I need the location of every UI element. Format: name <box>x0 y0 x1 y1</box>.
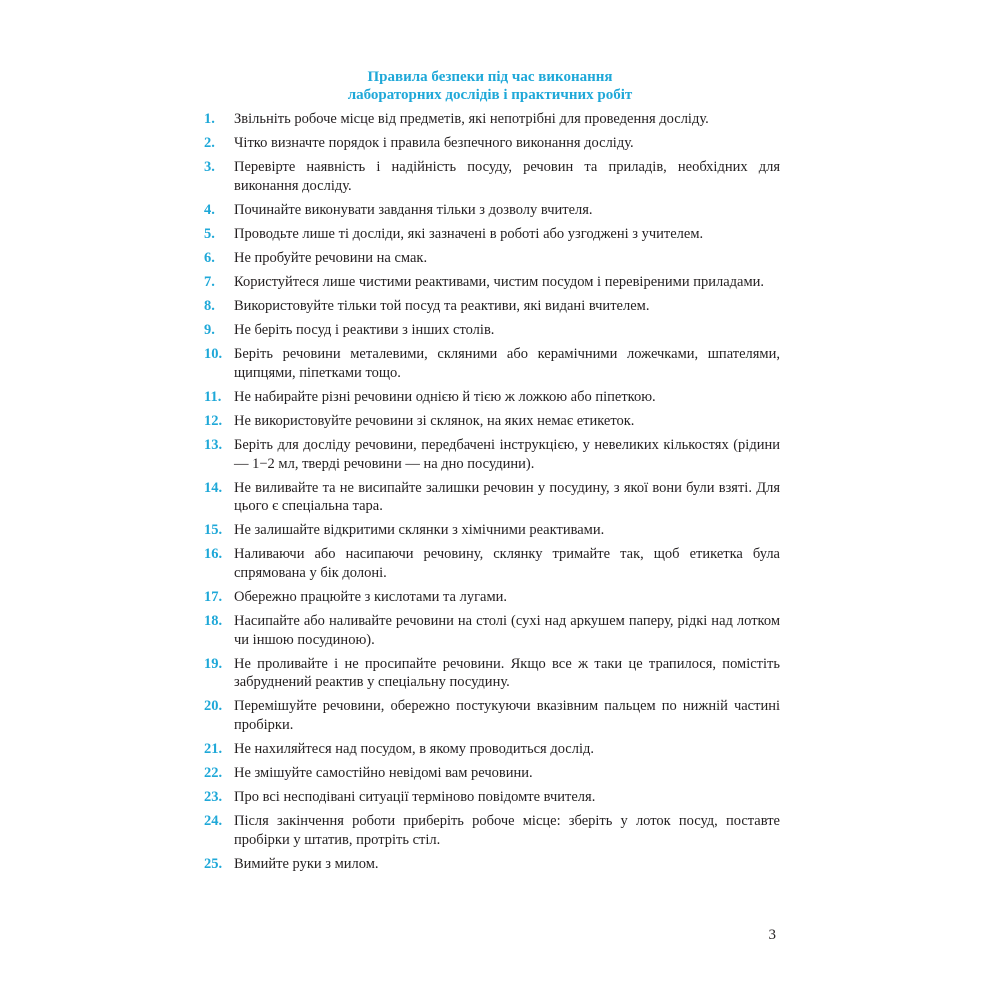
list-item <box>200 521 780 540</box>
rule-text: Беріть речовини металевими, скляними або керамічними ложечками, шпателями, щипцями, піпетками тощо. <box>234 346 780 381</box>
rule-number: 16. <box>204 546 223 563</box>
rule-number: 7. <box>204 274 215 291</box>
rule-number: 2. <box>204 135 215 152</box>
rule-text: Насипайте або наливайте речовини на столі (сухі над аркушем паперу, рідкі над лотком чи іншою посудиною). <box>234 613 780 648</box>
rule-text: Обережно працюйте з кислотами та лугами. <box>234 589 508 605</box>
title-line-2: лабораторних дослідів і практичних робіт <box>347 87 633 103</box>
rule-number: 17. <box>204 589 223 605</box>
list-item <box>200 345 780 382</box>
rule-text: Не пробуйте речовини на смак. <box>234 249 428 266</box>
list-item <box>200 273 780 292</box>
rule-number: 9. <box>204 322 215 339</box>
list-item <box>200 697 780 734</box>
list-item <box>200 479 780 516</box>
rule-number: 25. <box>204 855 223 872</box>
rule-text: Після закінчення роботи приберіть робоче місце: зберіть у лоток посуд, поставте пробірки у штатив, протріть стіл. <box>234 813 780 848</box>
rule-text: Чітко визначте порядок і правила безпечного виконання досліду. <box>234 135 634 152</box>
list-item <box>200 321 780 340</box>
list-item <box>200 134 780 153</box>
rule-text: Не змішуйте самостійно невідомі вам речовини. <box>234 764 533 781</box>
rule-text: Беріть для досліду речовини, передбачені інструкцією, у невеликих кількостях (рідини — 1−2 мл, тверді речовини — на дно посудини). <box>234 437 780 472</box>
list-item <box>200 201 780 220</box>
list-item <box>200 110 780 129</box>
rule-text: Не нахиляйтеся над посудом, в якому проводиться дослід. <box>234 740 595 757</box>
rule-text: Не використовуйте речовини зі склянок, на яких немає етикеток. <box>234 413 635 430</box>
rule-number: 22. <box>204 764 223 781</box>
rule-number: 13. <box>204 437 223 454</box>
rule-number: 3. <box>204 159 215 176</box>
rule-number: 8. <box>204 298 215 315</box>
list-item <box>200 812 780 849</box>
rule-text: Наливаючи або насипаючи речовину, склянку тримайте так, щоб етикетка була спрямована у бік долоні. <box>234 546 780 581</box>
list-item <box>200 740 780 759</box>
rule-number: 18. <box>204 613 223 630</box>
rule-text: Перемішуйте речовини, обережно постукуючи вказівним пальцем по нижній частині пробірки. <box>234 698 780 733</box>
rule-number: 23. <box>204 789 223 806</box>
page-number: 3 <box>768 927 776 943</box>
list-item <box>200 612 780 649</box>
rule-number: 14. <box>204 479 223 496</box>
list-item <box>200 225 780 244</box>
rule-text: Про всі несподівані ситуації терміново повідомте вчителя. <box>234 789 596 806</box>
rule-number: 24. <box>204 813 223 830</box>
rule-text: Користуйтеся лише чистими реактивами, чистим посудом і перевіреними приладами. <box>234 274 765 291</box>
rule-text: Використовуйте тільки той посуд та реактиви, які видані вчителем. <box>234 298 650 315</box>
rule-text: Починайте виконувати завдання тільки з дозволу вчителя. <box>234 201 593 218</box>
list-item <box>200 545 780 582</box>
rule-number: 15. <box>204 522 223 539</box>
page-title <box>200 68 780 104</box>
rule-text: Звільніть робоче місце від предметів, які непотрібні для проведення досліду. <box>234 111 709 127</box>
list-item <box>200 588 780 607</box>
rule-number: 21. <box>204 740 223 757</box>
title-line-1: Правила безпеки під час виконання <box>367 69 613 85</box>
rule-number: 19. <box>204 655 223 672</box>
rule-number: 20. <box>204 698 223 715</box>
rule-number: 4. <box>204 201 215 218</box>
list-item <box>200 655 780 692</box>
rule-text: Не залишайте відкритими склянки з хімічними реактивами. <box>234 522 605 539</box>
list-item <box>200 249 780 268</box>
list-item <box>200 412 780 431</box>
rule-text: Не виливайте та не висипайте залишки речовин у посудину, з якої вони були взяті. Для цього є спеціальна тара. <box>234 479 780 515</box>
rule-text: Перевірте наявність і надійність посуду, речовин та приладів, необхідних для виконання досліду. <box>234 159 780 194</box>
rule-number: 10. <box>204 346 223 363</box>
rule-text: Не беріть посуд і реактиви з інших столів. <box>234 322 495 339</box>
rule-text: Проводьте лише ті досліди, які зазначені в роботі або узгоджені з учителем. <box>234 225 704 242</box>
list-item <box>200 388 780 407</box>
rules-list <box>200 110 780 879</box>
rule-text: Вимийте руки з милом. <box>234 855 379 872</box>
rule-number: 5. <box>204 225 215 242</box>
list-item <box>200 855 780 874</box>
rule-number: 12. <box>204 413 223 430</box>
rule-number: 11. <box>204 388 222 405</box>
rule-text: Не набирайте різні речовини однією й тією ж ложкою або піпеткою. <box>234 388 656 405</box>
rule-number: 1. <box>204 111 215 127</box>
list-item <box>200 788 780 807</box>
list-item <box>200 297 780 316</box>
rule-text: Не проливайте і не просипайте речовини. Якщо все ж таки це трапилося, помістіть забруднений реактив у спеціальну посудину. <box>234 655 780 691</box>
list-item <box>200 764 780 783</box>
list-item <box>200 436 780 473</box>
list-item <box>200 158 780 195</box>
rule-number: 6. <box>204 249 215 266</box>
